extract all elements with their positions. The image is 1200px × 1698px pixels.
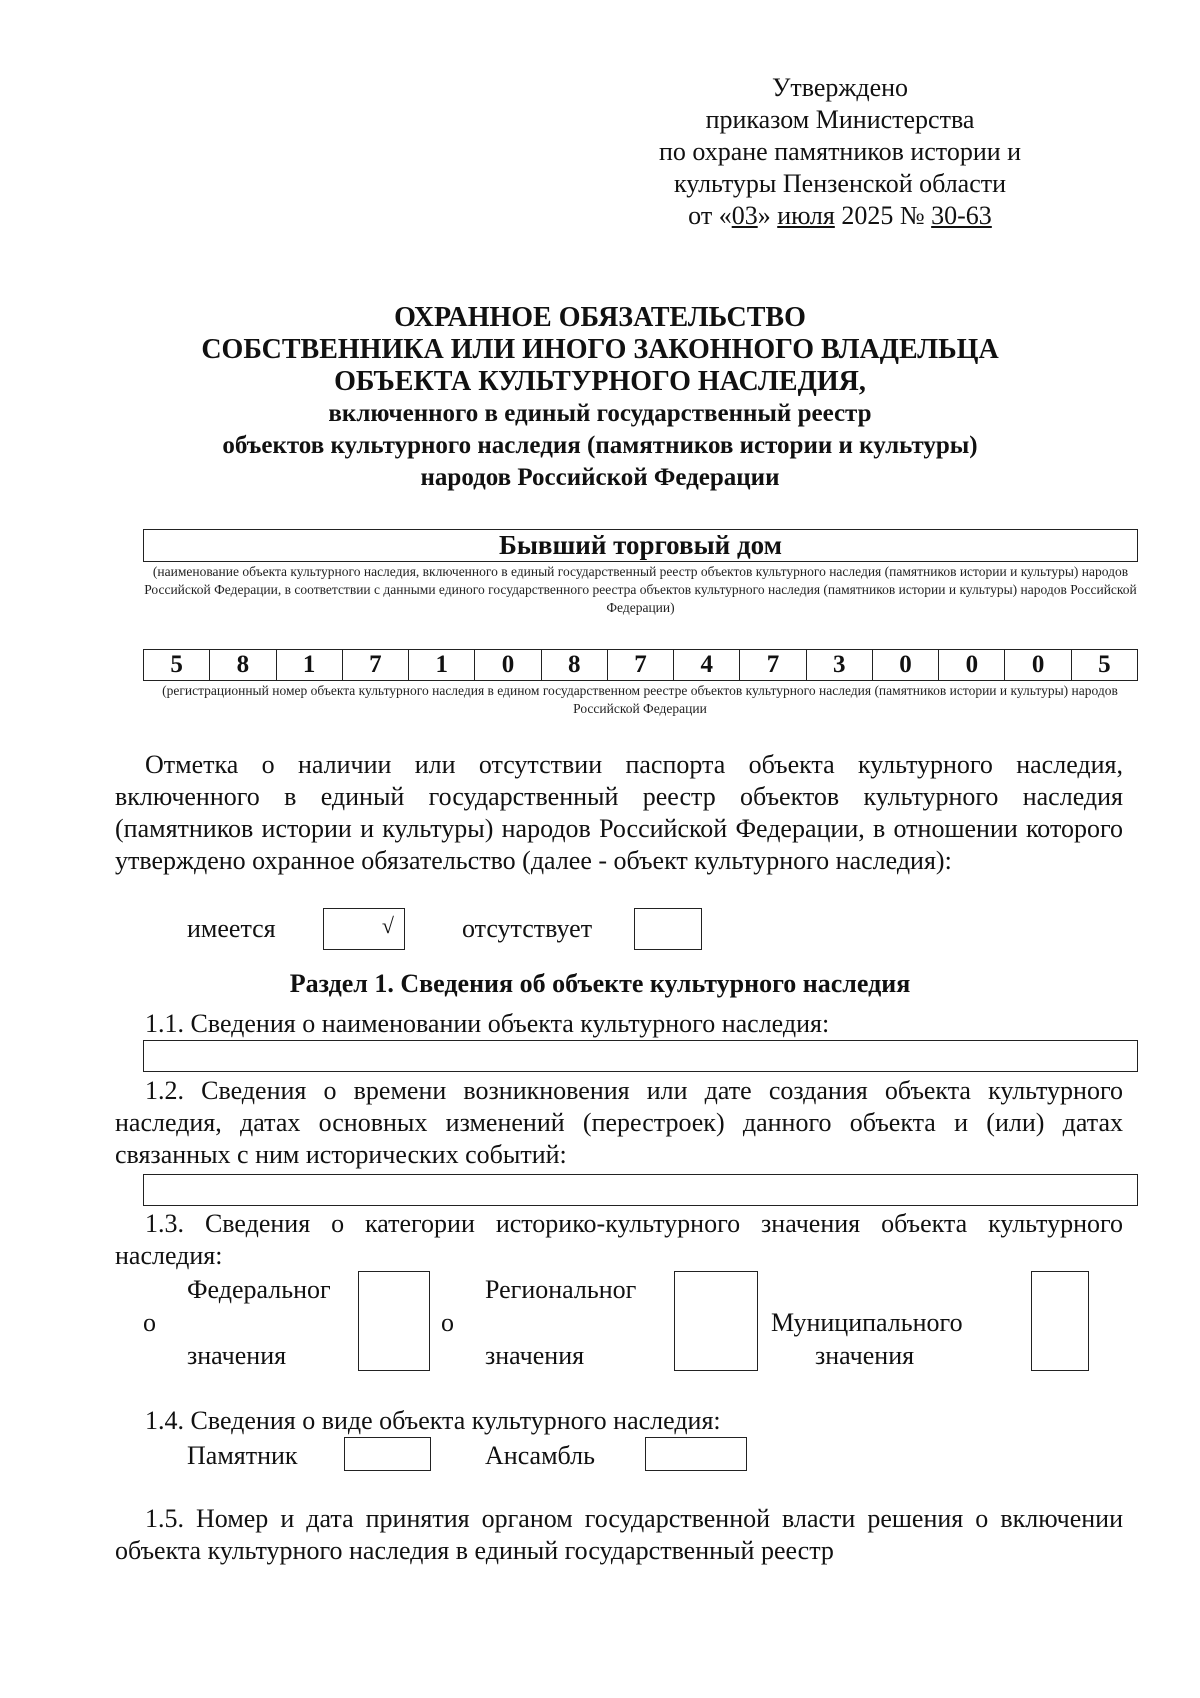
item-1-3-text: 1.3. Сведения о категории историко-культурного значения объекта культурного наследия: [115, 1209, 1123, 1270]
ensemble-checkbox[interactable] [645, 1437, 747, 1471]
monument-checkbox[interactable] [344, 1437, 431, 1471]
registration-digit-cell: 8 [210, 650, 276, 680]
passport-text: Отметка о наличии или отсутствии паспорта объекта культурного наследия, включенного в единый государственный реестр объектов культурного наследия (памятников истории и культуры) народов Российской Федерации, в отношении которого утверждено охранное обязательство (далее - объект культурного наследия): [115, 750, 1123, 875]
item-1-4 [115, 1405, 1123, 1437]
registration-digit-cell: 5 [144, 650, 210, 680]
item-1-5 [115, 1503, 1123, 1567]
approval-line: Утверждено [771, 73, 909, 102]
municipal-label-b: значения [815, 1341, 915, 1370]
registration-digit-cell: 7 [740, 650, 806, 680]
registration-digit-cell: 5 [1098, 651, 1111, 678]
passport-present-label: имеется [187, 914, 276, 943]
date-day: 03 [731, 201, 758, 230]
registration-digit-cell: 3 [807, 650, 873, 680]
title-line: народов Российской Федерации [420, 464, 780, 491]
item-1-3 [115, 1208, 1123, 1272]
registration-number-caption: (регистрационный номер объекта культурного наследия в едином государственном реестре объектов культурного наследия (памятников истории и культуры) народов Российской Федерации [162, 683, 1118, 716]
title-line: СОБСТВЕННИКА ИЛИ ИНОГО ЗАКОННОГО ВЛАДЕЛЬЦА [201, 334, 999, 365]
passport-paragraph [115, 749, 1123, 877]
title-line: включенного в единый государственный реестр [328, 400, 872, 427]
registration-digit-cell: 0 [873, 650, 939, 680]
order-number: 30-63 [931, 201, 992, 230]
regional-category-checkbox[interactable] [674, 1271, 758, 1371]
date-prefix: от « [688, 201, 732, 230]
monument-label: Памятник [187, 1441, 298, 1470]
document-title [100, 302, 1100, 494]
registration-digit-cell: 7 [608, 650, 674, 680]
item-1-2 [115, 1075, 1123, 1171]
section-1-heading: Раздел 1. Сведения об объекте культурного наследия [289, 969, 911, 998]
date-year-label: 2025 № [834, 201, 932, 230]
approval-line: культуры Пензенской области [673, 169, 1007, 198]
object-name-field[interactable]: Бывший торговый дом [143, 529, 1138, 562]
passport-absent-label: отсутствует [462, 914, 593, 943]
approval-block [600, 72, 1080, 232]
registration-digit-cell: 1 [409, 650, 475, 680]
date-month: июля [777, 201, 835, 230]
regional-label-a: Региональног [485, 1275, 637, 1304]
item-1-4-text: 1.4. Сведения о виде объекта культурного наследия: [145, 1406, 721, 1435]
passport-absent-checkbox[interactable] [634, 908, 702, 950]
registration-digit-cell: 8 [542, 650, 608, 680]
registration-digit-cell: 4 [674, 650, 740, 680]
creation-date-input[interactable] [143, 1174, 1138, 1206]
federal-label-a: Федеральног [187, 1275, 331, 1304]
object-name-input[interactable] [143, 1040, 1138, 1072]
date-separator: » [757, 201, 778, 230]
item-1-5-text: 1.5. Номер и дата принятия органом государственной власти решения о включении объекта культурного наследия в единый государственный реестр [115, 1504, 1123, 1565]
approval-line: приказом Министерства [705, 105, 975, 134]
registration-digit-cell: 1 [277, 650, 343, 680]
regional-label-b: о [441, 1308, 454, 1337]
federal-label-c: значения [187, 1341, 287, 1370]
passport-present-checkbox[interactable]: √ [323, 908, 405, 950]
title-line: объектов культурного наследия (памятников истории и культуры) [222, 432, 978, 459]
registration-digit-cell: 0 [475, 650, 541, 680]
registration-number-grid [143, 649, 1138, 681]
registration-digit-cell: 0 [939, 650, 1005, 680]
federal-category-checkbox[interactable] [358, 1271, 430, 1371]
municipal-label-a: Муниципального [771, 1308, 963, 1337]
approval-date-line [600, 200, 1080, 232]
title-line: ОБЪЕКТА КУЛЬТУРНОГО НАСЛЕДИЯ, [334, 366, 866, 397]
approval-line: по охране памятников истории и [658, 137, 1022, 166]
ensemble-label: Ансамбль [485, 1441, 595, 1470]
regional-label-c: значения [485, 1341, 585, 1370]
registration-digit-cell: 7 [343, 650, 409, 680]
object-name-caption: (наименование объекта культурного наследия, включенного в единый государственный реестр объектов культурного наследия (памятников истории и культуры) народов Российской Федерации, в соответствии с данными единого государственного реестра объектов культурного наследия (памятников истории и культуры) народов Российской Федерации) [144, 564, 1137, 615]
title-line: ОХРАННОЕ ОБЯЗАТЕЛЬСТВО [394, 302, 806, 333]
municipal-category-checkbox[interactable] [1031, 1271, 1089, 1371]
federal-label-b: о [143, 1308, 156, 1337]
registration-digit-cell: 0 [1005, 650, 1071, 680]
item-1-1 [115, 1008, 1123, 1040]
item-1-2-text: 1.2. Сведения о времени возникновения или дате создания объекта культурного наследия, датах основных изменений (перестроек) данного объекта и (или) датах связанных с ним исторических событий: [115, 1076, 1123, 1169]
item-1-1-text: 1.1. Сведения о наименовании объекта культурного наследия: [145, 1009, 830, 1038]
